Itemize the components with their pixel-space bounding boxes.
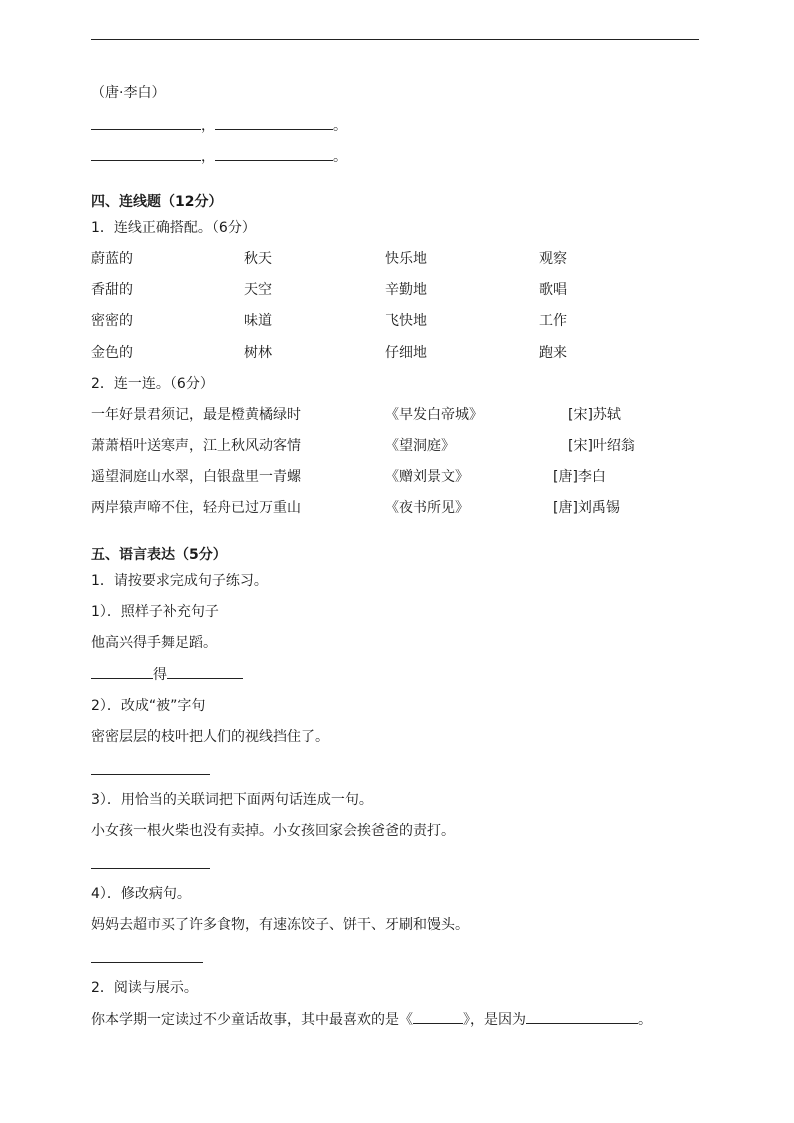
match-word[interactable]: 味道 (244, 313, 272, 329)
s5-q2-text: 你本学期一定读过不少童话故事，其中最喜欢的是《 》，是因为 。 (91, 1012, 652, 1028)
answer-line[interactable] (91, 868, 210, 869)
match-word[interactable]: 工作 (539, 313, 567, 329)
answer-blank[interactable] (91, 665, 153, 679)
poem-author: （唐·李白） (91, 85, 166, 101)
s4-q2-label: 2．连一连。（6分） (91, 376, 214, 392)
answer-line[interactable] (91, 962, 203, 963)
match-word[interactable]: 歌唱 (539, 282, 567, 298)
poem-line[interactable]: 两岸猿声啼不住，轻舟已过万重山 (91, 500, 301, 516)
s5-p4-sentence: 妈妈去超市买了许多食物，有速冻饺子、饼干、牙刷和馒头。 (91, 917, 469, 933)
match-word[interactable]: 天空 (244, 282, 272, 298)
poem-author-option[interactable]: [宋]苏轼 (568, 407, 621, 423)
poem-author-option[interactable]: [唐]李白 (553, 469, 606, 485)
poem-answer-line-2: ， 。 (91, 147, 347, 166)
poem-title[interactable]: 《望洞庭》 (385, 438, 455, 454)
match-word[interactable]: 仔细地 (385, 345, 427, 361)
match-word[interactable]: 蔚蓝的 (91, 251, 133, 267)
answer-blank[interactable] (526, 1010, 638, 1024)
s5-q1-label: 1．请按要求完成句子练习。 (91, 573, 268, 589)
s5-p1-answer: 得 (91, 665, 243, 684)
poem-line[interactable]: 一年好景君须记，最是橙黄橘绿时 (91, 407, 301, 423)
s5-p2-sentence: 密密层层的枝叶把人们的视线挡住了。 (91, 729, 329, 745)
match-word[interactable]: 香甜的 (91, 282, 133, 298)
s5-p1-example: 他高兴得手舞足蹈。 (91, 635, 217, 651)
s5-p3-label: 3）．用恰当的关联词把下面两句话连成一句。 (91, 792, 373, 808)
section5-title: 五、语言表达（5分） (91, 547, 227, 563)
poem-title[interactable]: 《早发白帝城》 (385, 407, 483, 423)
poem-author-option[interactable]: [唐]刘禹锡 (553, 500, 620, 516)
poem-title[interactable]: 《赠刘景文》 (385, 469, 469, 485)
match-word[interactable]: 观察 (539, 251, 567, 267)
s5-p1-label: 1）．照样子补充句子 (91, 604, 219, 620)
match-word[interactable]: 快乐地 (385, 251, 427, 267)
s5-p3-sentence: 小女孩一根火柴也没有卖掉。小女孩回家会挨爸爸的责打。 (91, 823, 455, 839)
section4-title: 四、连线题（12分） (91, 194, 223, 210)
s5-p2-label: 2）．改成“被”字句 (91, 698, 206, 714)
poem-answer-line-1: ， 。 (91, 116, 347, 135)
match-word[interactable]: 密密的 (91, 313, 133, 329)
answer-blank[interactable] (215, 116, 333, 130)
poem-author-option[interactable]: [宋]叶绍翁 (568, 438, 635, 454)
header-rule (91, 39, 699, 40)
s5-q2-label: 2．阅读与展示。 (91, 980, 198, 996)
match-word[interactable]: 金色的 (91, 345, 133, 361)
match-word[interactable]: 辛勤地 (385, 282, 427, 298)
answer-blank[interactable] (91, 147, 201, 161)
match-word[interactable]: 秋天 (244, 251, 272, 267)
poem-title[interactable]: 《夜书所见》 (385, 500, 469, 516)
answer-blank[interactable] (413, 1010, 463, 1024)
match-word[interactable]: 跑来 (539, 345, 567, 361)
answer-blank[interactable] (91, 116, 201, 130)
poem-line[interactable]: 萧萧梧叶送寒声，江上秋风动客情 (91, 438, 301, 454)
answer-blank[interactable] (215, 147, 333, 161)
answer-blank[interactable] (167, 665, 243, 679)
match-word[interactable]: 树林 (244, 345, 272, 361)
s5-p4-label: 4）．修改病句。 (91, 886, 191, 902)
poem-line[interactable]: 遥望洞庭山水翠，白银盘里一青螺 (91, 469, 301, 485)
answer-line[interactable] (91, 774, 210, 775)
s4-q1-label: 1．连线正确搭配。（6分） (91, 220, 256, 236)
match-word[interactable]: 飞快地 (385, 313, 427, 329)
